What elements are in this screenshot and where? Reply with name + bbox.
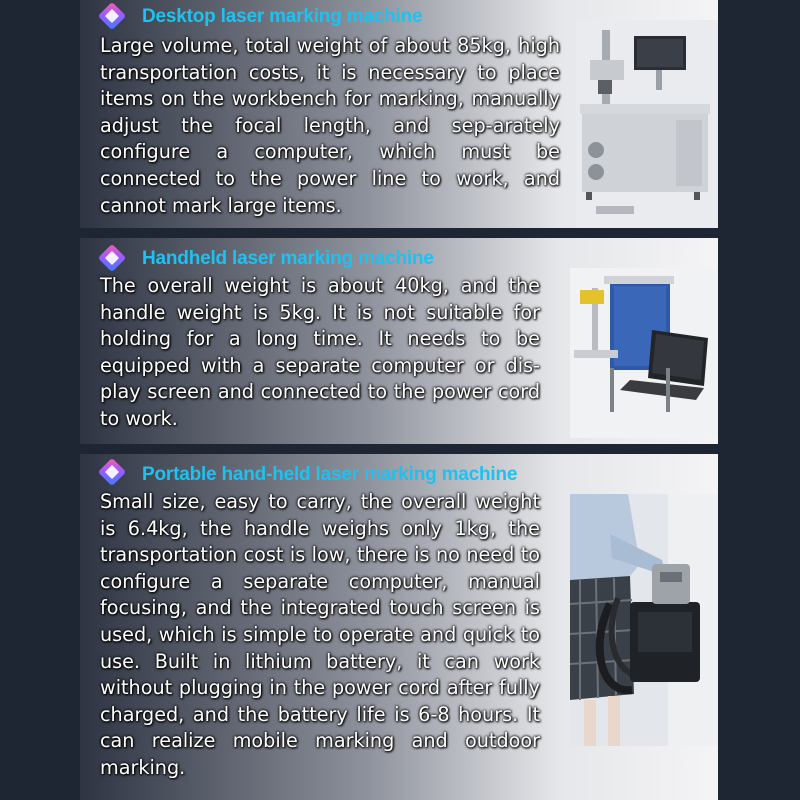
section-portable	[80, 454, 718, 800]
section-title: Desktop laser marking machine	[142, 6, 423, 27]
section-title: Handheld laser marking machine	[142, 248, 434, 269]
diamond-bullet-icon	[98, 2, 126, 30]
handheld-laser-marking-machine-photo	[570, 268, 718, 438]
diamond-bullet-icon	[98, 458, 126, 486]
section-desktop	[80, 0, 718, 228]
section-description: Large volume, total weight of about 85kg, high transportation costs, it is necessary to place items on the workbench for marking, manually adjust the focal length, and sep-arately configure a computer, which must be connected to the power line to work, and cannot mark large items.	[100, 34, 560, 217]
section-description: Small size, easy to carry, the overall weight is 6.4kg, the handle weighs only 1kg, the transportation cost is low, there is no need to configure a separate computer, manual focusing, and the integrated touch screen is used, which is simple to operate and quick to use. Built in lithium battery, it can work without plugging in the power cord after fully charged, and the battery life is 6-8 hours. It can realize mobile marking and outdoor marking.	[100, 490, 540, 779]
desktop-laser-marking-machine-photo	[576, 20, 718, 228]
diamond-bullet-icon	[98, 244, 126, 272]
section-description: The overall weight is about 40kg, and the handle weight is 5kg. It is not suitable for holding for a long time. It needs to be equipped with a separate computer or dis-play screen and connected to the power cord to work.	[100, 274, 540, 430]
portable-laser-marking-machine-photo	[570, 494, 718, 746]
section-title: Portable hand-held laser marking machine	[142, 464, 518, 485]
section-handheld	[80, 238, 718, 444]
